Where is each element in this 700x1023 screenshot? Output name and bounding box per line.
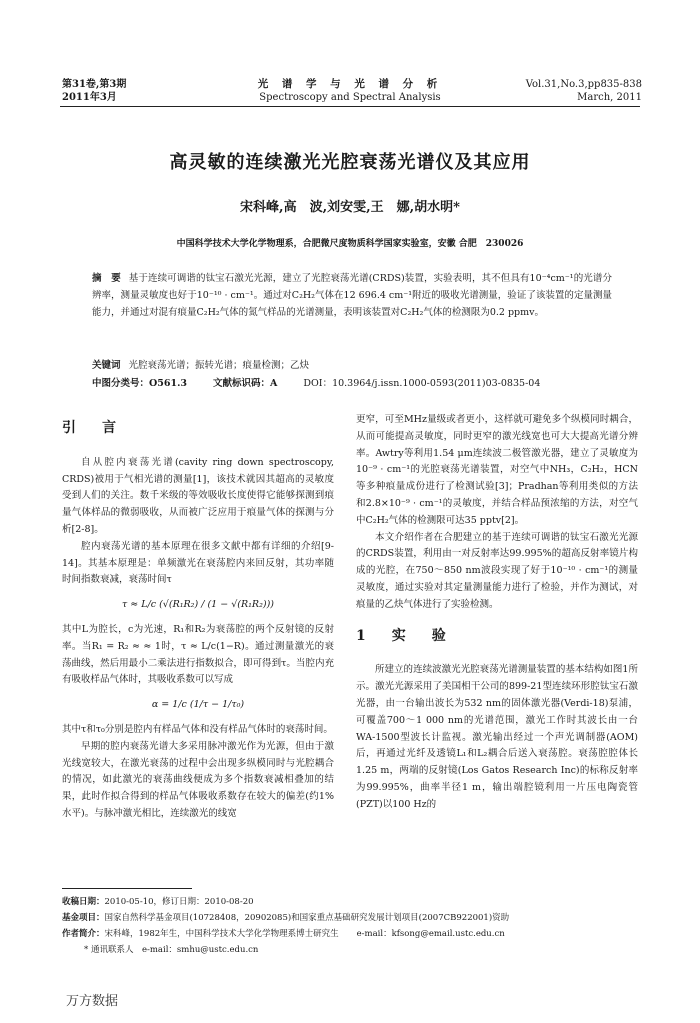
- classification-line: [92, 375, 632, 392]
- abstract: [92, 270, 612, 321]
- author-bio: 宋科峰，1982年生，中国科学技术大学化学物理系博士研究生: [104, 929, 339, 939]
- intro-paragraph: 早期的腔内衰荡光谱大多采用脉冲激光作为光源，但由于激光线宽较大，在激光衰荡的过程中会出现多纵模同时与光腔耦合的情况，如此激光的衰荡曲线便成为多个指数衰减相叠加的结果，此时作拟合得到的样品气体吸收系数存在较大的偏差(约1%水平)。与脉冲激光相比，连续激光的线宽: [62, 740, 334, 819]
- section-heading-intro: 引 言: [62, 420, 122, 436]
- abstract-label: 摘 要: [92, 273, 121, 284]
- author-label: 作者简介：: [62, 929, 105, 939]
- footnote-divider: [62, 888, 192, 889]
- paper-affiliation: 中国科学技术大学化学物理系，合肥微尺度物质科学国家实验室，安徽 合肥 230026: [176, 239, 524, 249]
- keywords-label: 关键词: [92, 360, 121, 371]
- keywords: [92, 357, 612, 374]
- header-volume: [62, 78, 126, 104]
- doi: DOI：10.3964/j.issn.1000-0593(2011)03-0835-04: [303, 378, 541, 389]
- right-column: [356, 412, 638, 814]
- formula-ringdown-time: τ ≈ L/c (√(R₁R₂) / (1 − √(R₁R₂))): [122, 599, 274, 611]
- watermark: 万方数据: [66, 994, 119, 1009]
- footnote-received: [62, 894, 642, 910]
- header-volume-en: Vol.31,No.3,pp835-838: [525, 79, 642, 90]
- journal-title-cn: 光 谱 学 与 光 谱 分 析: [257, 78, 443, 90]
- paper-title: 高灵敏的连续激光光腔衰荡光谱仪及其应用: [169, 152, 531, 173]
- formula-absorption: α = 1/c (1/τ − 1/τ₀): [151, 699, 245, 711]
- abstract-text: 基于连续可调谐的钛宝石激光光源，建立了光腔衰荡光谱(CRDS)装置，实验表明，其不但具有10⁻⁴cm⁻¹的光谱分辨率，测量灵敏度也好于10⁻¹⁰ · cm⁻¹。通过对C₂H₂气体在12 696.4 cm⁻¹附近的吸收光谱测量，验证了该装置的定量测量能力，并通过对混有痕量C₂H₂气体的氮气样品的光谱测量，表明该装置对C₂H₂气体的检测限为0.2 ppmv。: [92, 273, 612, 318]
- body-paragraph: 本文介绍作者在合肥建立的基于连续可调谐的钛宝石激光光源的CRDS装置，利用由一对反射率达99.995%的超高反射率镜片构成的光腔，在750～850 nm波段实现了好于10⁻¹⁰ · cm⁻¹的测量灵敏度，通过实验对其定量测量能力进行了检验，并作为测试，对痕量的乙炔气体进行了实验检测。: [356, 531, 638, 610]
- header-volume-cn: 第31卷,第3期: [62, 79, 127, 90]
- received-dates: 2010-05-10，修订日期：2010-08-20: [104, 897, 254, 907]
- intro-paragraph: 腔内衰荡光谱的基本原理在很多文献中都有详细的介绍[9-14]。其基本原理是：单频激光在衰荡腔内来回反射，其功率随时间指数衰减，衰荡时间τ: [62, 540, 334, 586]
- header-date-en: March, 2011: [577, 92, 642, 103]
- clc-number: 中图分类号：O561.3: [92, 378, 188, 389]
- footnote-author: [62, 926, 642, 942]
- intro-paragraph: 自从腔内衰荡光谱(cavity ring down spectroscopy, CRDS)被用于气相光谱的测量[1]，该技术就因其超高的灵敏度受到人们的关注。数千米级的等效吸收长度使得它能够探测到痕量气体样品的微弱吸收，从而被广泛应用于痕量气体的探测与分析[2-8]。: [62, 456, 334, 535]
- body-paragraph: 更窄，可至MHz量级或者更小，这样就可避免多个纵模同时耦合，从而可能提高灵敏度，同时更窄的激光线宽也可大大提高光谱分辨率。Awtry等利用1.54 μm连续波二极管激光器，建立了灵敏度为10⁻⁹ · cm⁻¹的光腔衰荡光谱装置，对空气中NH₃，C₂H₂，HCN等多种痕量成份进行了检测试验[3]；Pradhan等利用类似的方法和2.8×10⁻⁹ · cm⁻¹的灵敏度，并结合样品预浓缩的方法，对空气中C₂H₂气体的检测限可达35 pptv[2]。: [356, 414, 638, 526]
- author-email: e-mail：kfsong@email.ustc.edu.cn: [356, 929, 505, 939]
- fund-label: 基金项目：: [62, 913, 105, 923]
- header-divider: [60, 106, 640, 107]
- header-year-cn: 2011年3月: [62, 92, 117, 103]
- keywords-text: 光腔衰荡光谱；振转光谱；痕量检测；乙炔: [128, 360, 310, 371]
- received-label: 收稿日期：: [62, 897, 105, 907]
- footnote-contact: * 通讯联系人 e-mail：smhu@ustc.edu.cn: [84, 945, 259, 955]
- left-column: [62, 412, 334, 823]
- paper-authors: 宋科峰,高 波,刘安雯,王 娜,胡水明*: [240, 200, 460, 215]
- footnote-fund: [62, 910, 642, 926]
- header-issue: [526, 78, 642, 104]
- fund-text: 国家自然科学基金项目(10728408，20902085)和国家重点基础研究发展计划项目(2007CB922001)资助: [104, 913, 510, 923]
- document-code: 文献标识码：A: [213, 378, 278, 389]
- footnotes: [62, 894, 642, 958]
- section-heading-experiment: 1 实 验: [356, 627, 452, 644]
- body-paragraph: 所建立的连续波激光光腔衰荡光谱测量装置的基本结构如图1所示。激光光源采用了美国相干公司的899-21型连续环形腔钛宝石激光器，由一台输出波长为532 nm的固体激光器(Verdi-18)泵浦，可覆盖700～1 000 nm的光谱范围，激光工作时其波长由一台WA-1500型波长计监视。激光输出经过一个声光调制器(AOM)后，再通过光纤及透镜L₁和L₂耦合后送入衰荡腔。衰荡腔腔体长1.25 m，两端的反射镜(Los Gatos Research Inc)的标称反射率为99.995%，曲率半径1 m，输出端腔镜利用一片压电陶瓷管(PZT)以100 Hz的: [356, 664, 638, 810]
- intro-paragraph: 其中L为腔长，c为光速，R₁和R₂为衰荡腔的两个反射镜的反射率。当R₁ = R₂ ≈ ≈ 1时，τ ≈ L/c(1−R)。通过测量激光的衰荡曲线，然后用最小二乘法进行指数拟合，即可得到τ。当腔内充有吸收样品气体时，其吸收系数可以写成: [62, 623, 334, 686]
- header-journal: [200, 78, 500, 104]
- journal-title-en: Spectroscopy and Spectral Analysis: [259, 92, 441, 103]
- intro-paragraph: 其中τ和τ₀分别是腔内有样品气体和没有样品气体时的衰荡时间。: [62, 723, 333, 735]
